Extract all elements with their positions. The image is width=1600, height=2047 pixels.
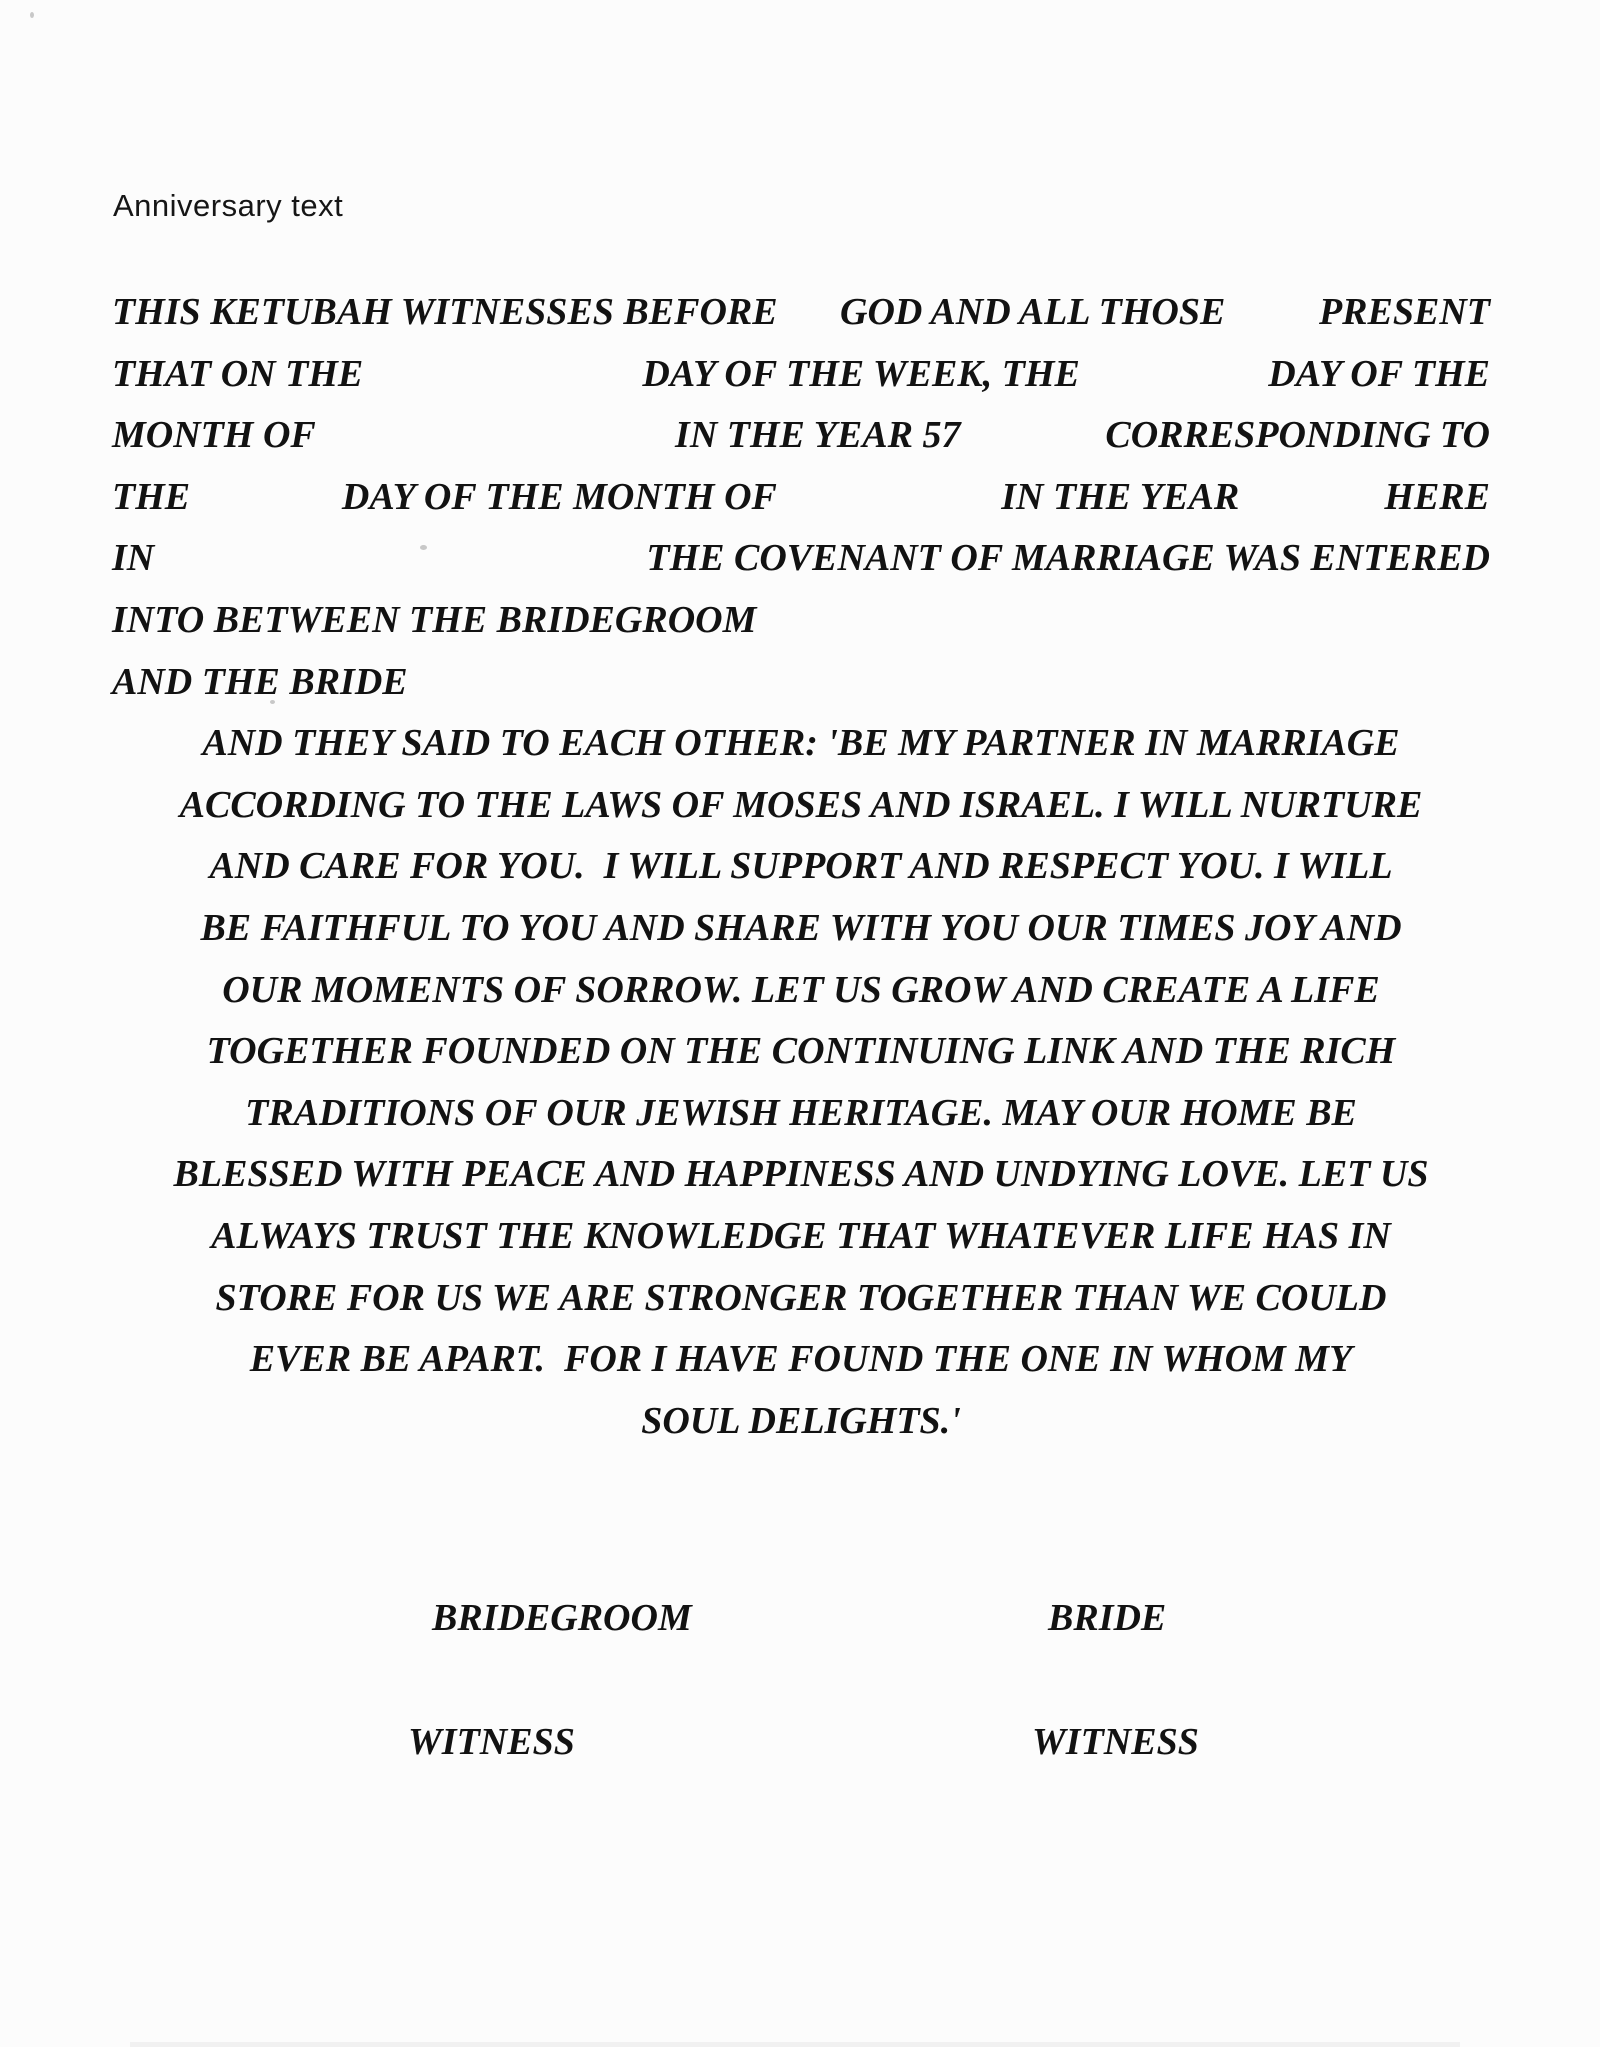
line5-text: IN bbox=[112, 537, 155, 580]
line4-text: THE bbox=[112, 475, 191, 518]
scan-speck bbox=[420, 545, 427, 550]
bridegroom-signature-label: BRIDEGROOM bbox=[432, 1597, 692, 1639]
line2-text: THAT ON THE bbox=[112, 352, 364, 395]
ketubah-line-4 bbox=[112, 467, 1490, 529]
ketubah-paragraph-line: ACCORDING TO THE LAWS OF MOSES AND ISRAEL. I WILL NURTURE bbox=[179, 783, 1423, 826]
ketubah-paragraph-line: TRADITIONS OF OUR JEWISH HERITAGE. MAY OUR HOME BE bbox=[245, 1091, 1357, 1134]
ketubah-line-6: INTO BETWEEN THE BRIDEGROOM bbox=[112, 598, 757, 641]
line1-text: THIS KETUBAH WITNESSES BEFORE bbox=[112, 291, 778, 333]
scan-bottom-edge bbox=[130, 2042, 1460, 2047]
ketubah-paragraph-line: EVER BE APART. FOR I HAVE FOUND THE ONE IN WHOM MY bbox=[249, 1338, 1353, 1381]
ketubah-paragraph-line: OUR MOMENTS OF SORROW. LET US GROW AND CREATE A LIFE bbox=[222, 968, 1380, 1011]
line4-text: DAY OF THE MONTH OF bbox=[341, 475, 777, 518]
ketubah-line-2 bbox=[112, 344, 1490, 406]
line4-text: HERE bbox=[1384, 475, 1490, 518]
witness-right-signature-label: WITNESS bbox=[1032, 1721, 1199, 1763]
ketubah-line-7: AND THE BRIDE bbox=[112, 660, 408, 703]
document-title: Anniversary text bbox=[113, 188, 344, 223]
bride-signature-label: BRIDE bbox=[1048, 1597, 1167, 1639]
ketubah-paragraph-line: AND THEY SAID TO EACH OTHER: 'BE MY PARTNER IN MARRIAGE bbox=[202, 722, 1400, 765]
line4-text: IN THE YEAR bbox=[1001, 475, 1240, 518]
scan-speck bbox=[30, 12, 34, 18]
line3-text: MONTH OF bbox=[112, 414, 316, 457]
ketubah-paragraph-line: BLESSED WITH PEACE AND HAPPINESS AND UNDYING LOVE. LET US bbox=[173, 1153, 1429, 1196]
ketubah-paragraph-line: TOGETHER FOUNDED ON THE CONTINUING LINK AND THE RICH bbox=[206, 1030, 1396, 1073]
line2-text: DAY OF THE WEEK, THE bbox=[642, 352, 1080, 395]
line1-text: GOD AND ALL THOSE bbox=[840, 291, 1226, 333]
ketubah-paragraph-line: SOUL DELIGHTS.' bbox=[641, 1399, 961, 1442]
line2-text: DAY OF THE bbox=[1268, 352, 1490, 395]
ketubah-paragraph-line: STORE FOR US WE ARE STRONGER TOGETHER THAN WE COULD bbox=[215, 1276, 1387, 1319]
ketubah-line-1 bbox=[112, 282, 1490, 344]
witness-left-signature-label: WITNESS bbox=[408, 1721, 575, 1763]
ketubah-paragraph-line: BE FAITHFUL TO YOU AND SHARE WITH YOU OUR TIMES JOY AND bbox=[200, 906, 1402, 949]
ketubah-body-text bbox=[112, 282, 1490, 1452]
line3-text: CORRESPONDING TO bbox=[1105, 414, 1490, 457]
line5-text: THE COVENANT OF MARRIAGE WAS ENTERED bbox=[646, 537, 1490, 580]
ketubah-paragraph-line: ALWAYS TRUST THE KNOWLEDGE THAT WHATEVER LIFE HAS IN bbox=[211, 1214, 1391, 1257]
ketubah-line-5 bbox=[112, 528, 1490, 590]
ketubah-paragraph-line: AND CARE FOR YOU. I WILL SUPPORT AND RESPECT YOU. I WILL bbox=[209, 845, 1393, 888]
line1-text: PRESENT bbox=[1318, 291, 1490, 333]
ketubah-line-3 bbox=[112, 405, 1490, 467]
line3-text: IN THE YEAR 57 bbox=[675, 414, 961, 457]
scan-speck bbox=[270, 700, 275, 704]
